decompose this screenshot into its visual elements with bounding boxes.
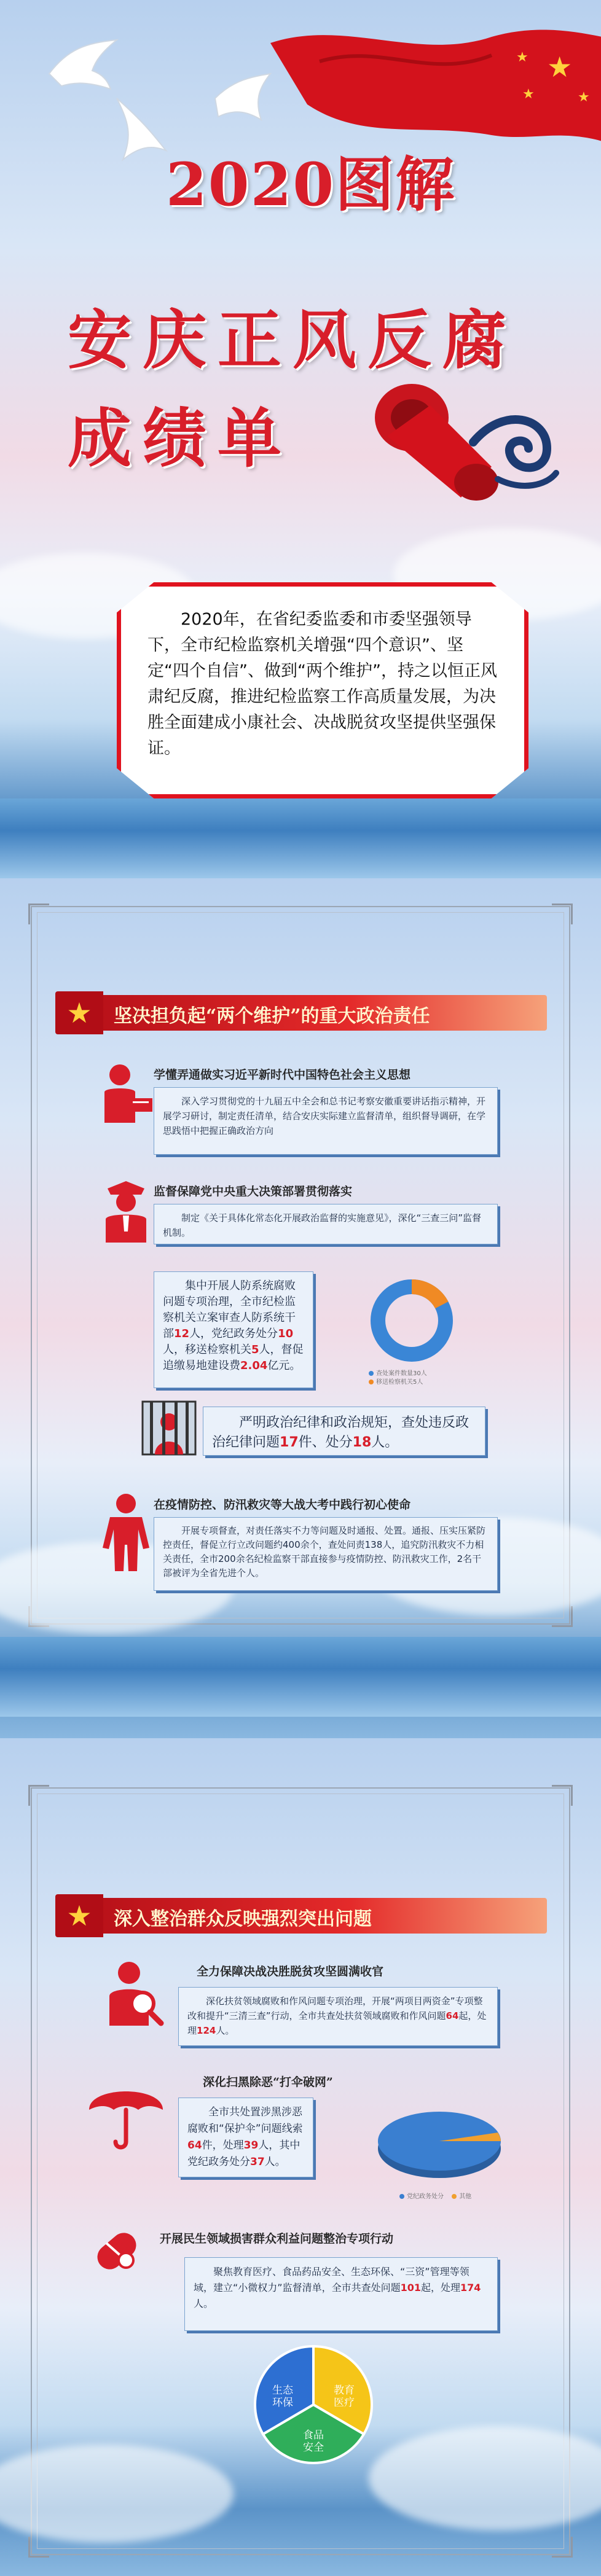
- three-segment-pie: [252, 2343, 375, 2466]
- stat-number: 64: [187, 2139, 202, 2152]
- section1-item5-card: 开展专项督查，对责任落实不力等问题及时通报、处置。通报、压实压紧防控责任，督促立行立改问题约400余个，查处问责138人，追究防汛救灾不力相关责任，全市200余名纪检监察干部直接参与疫情防控、防汛救灾工作，2名干部被评为全省先进个人。: [154, 1517, 498, 1591]
- red-person-with-board-icon: [98, 1063, 154, 1124]
- section2-item1-heading: 全力保障决战决胜脱贫攻坚圆满收官: [197, 1965, 384, 1978]
- section2-banner: [55, 1898, 547, 1934]
- svg-text:医疗: 医疗: [334, 2397, 355, 2409]
- svg-text:环保: 环保: [272, 2397, 293, 2409]
- svg-text:生态: 生态: [272, 2384, 293, 2397]
- stat-number: 124: [197, 2025, 216, 2036]
- section2-item1-card: 深化扶贫领域腐败和作风问题专项治理，开展“两项目两资金”专项整改和提升“三清三查”行动，全市共查处扶贫领域腐败和作风问题64起，处理124人。: [178, 1987, 498, 2046]
- dove-icon: [43, 37, 123, 98]
- section2-panel: [0, 1738, 601, 2576]
- prison-bars-icon: [141, 1400, 197, 1456]
- dove-icon: [104, 92, 172, 172]
- svg-text:★: ★: [547, 50, 573, 84]
- stat-number: 2.04: [240, 1359, 268, 1372]
- stat-number: 17: [280, 1435, 299, 1450]
- section1-item2-heading: 监督保障党中央重大决策部署贯彻落实: [154, 1185, 353, 1198]
- stat-number: 101: [400, 2282, 421, 2293]
- svg-text:★: ★: [516, 50, 528, 65]
- star-icon: ★: [66, 996, 92, 1029]
- cover-panel: [0, 0, 601, 878]
- section1-item1-heading: 学懂弄通做实习近平新时代中国特色社会主义思想: [154, 1068, 411, 1082]
- poster-title-main: 安庆正风反腐: [68, 302, 518, 378]
- star-icon: ★: [66, 1899, 92, 1932]
- section2-item2-card: 全市共处置涉黑涉恶腐败和“保护伞”问题线索64件，处理39人，其中党纪政务处分37人。: [178, 2098, 313, 2177]
- red-person-icon: [101, 1493, 151, 1572]
- section1-item5-heading: 在疫情防控、防汛救灾等大战大考中践行初心使命: [154, 1498, 411, 1512]
- stat-number: 37: [250, 2156, 265, 2168]
- section1-banner: [55, 995, 547, 1031]
- section1-item3-card: 集中开展人防系统腐败问题专项治理，全市纪检监察机关立案审查人防系统干部12人，党纪政务处分10人，移送检察机关5人，督促追缴易地建设费2.04亿元。: [154, 1271, 313, 1388]
- stat-number: 10: [278, 1327, 294, 1340]
- section1-panel: [0, 878, 601, 1738]
- section2-item2-heading: 深化扫黑除恶“打伞破网”: [203, 2075, 333, 2089]
- donut-legend: 查处案件数量30人 移送检察机关5人: [369, 1370, 427, 1387]
- section1-item2-card: 制定《关于具体化常态化开展政治监督的实施意见》，深化“三查三问”监督机制。: [154, 1204, 498, 1244]
- stat-number: 5: [251, 1343, 259, 1356]
- section2-banner-text: 深入整治群众反映强烈突出问题: [114, 1908, 372, 1930]
- stat-number: 174: [460, 2282, 481, 2293]
- donut-chart: [366, 1274, 458, 1367]
- svg-text:★: ★: [522, 87, 535, 102]
- section1-banner-text: 坚决担负起“两个维护”的重大政治责任: [114, 1005, 430, 1027]
- pie-legend: 党纪政务处分 其他: [399, 2193, 471, 2201]
- pill-capsule-icon: [89, 2223, 144, 2279]
- section1-item1-card: 深入学习贯彻党的十九届五中全会和总书记考察安徽重要讲话指示精神，开展学习研讨，制定责任清单，结合安庆实际建立监督清单，组织督导调研，在学思践悟中把握正确政治方向: [154, 1087, 498, 1155]
- red-flag-icon: [270, 18, 601, 141]
- svg-text:★: ★: [578, 90, 590, 105]
- section1-item4-card: 严明政治纪律和政治规矩，查处违反政治纪律问题17件、处分18人。: [203, 1407, 485, 1456]
- dove-icon: [209, 68, 277, 135]
- umbrella-icon: [86, 2073, 166, 2153]
- svg-text:安全: 安全: [303, 2441, 324, 2454]
- stat-number: 18: [352, 1435, 372, 1450]
- pie-chart: [369, 2101, 510, 2187]
- svg-text:教育: 教育: [334, 2384, 355, 2397]
- svg-text:食品: 食品: [303, 2429, 324, 2441]
- magnifier-person-icon: [104, 1959, 166, 2027]
- section2-item3-heading: 开展民生领域损害群众利益问题整治专项行动: [160, 2232, 394, 2246]
- sea-strip: [0, 798, 601, 878]
- stat-number: 39: [243, 2139, 259, 2152]
- poster-title-sub: 成绩单: [68, 400, 293, 476]
- stat-number: 64: [446, 2010, 459, 2021]
- police-officer-icon: [98, 1176, 154, 1244]
- stat-number: 12: [174, 1327, 190, 1340]
- sea-strip: [0, 1637, 601, 1717]
- poster-title-year: 2020图解: [166, 150, 456, 219]
- scroll-icon: [344, 369, 565, 516]
- intro-text: 2020年，在省纪委监委和市委坚强领导下，全市纪检监察机关增强“四个意识”、坚定“四个自信”、做到“两个维护”，持之以恒正风肃纪反腐，推进纪检监察工作高质量发展，为决胜全面建成小康社会、决战脱贫攻坚提供坚强保证。: [147, 610, 497, 758]
- section2-item3-card: 聚焦教育医疗、食品药品安全、生态环保、“三资”管理等领域，建立“小微权力”监督清单，全市共查处问题101起，处理174人。: [184, 2257, 498, 2331]
